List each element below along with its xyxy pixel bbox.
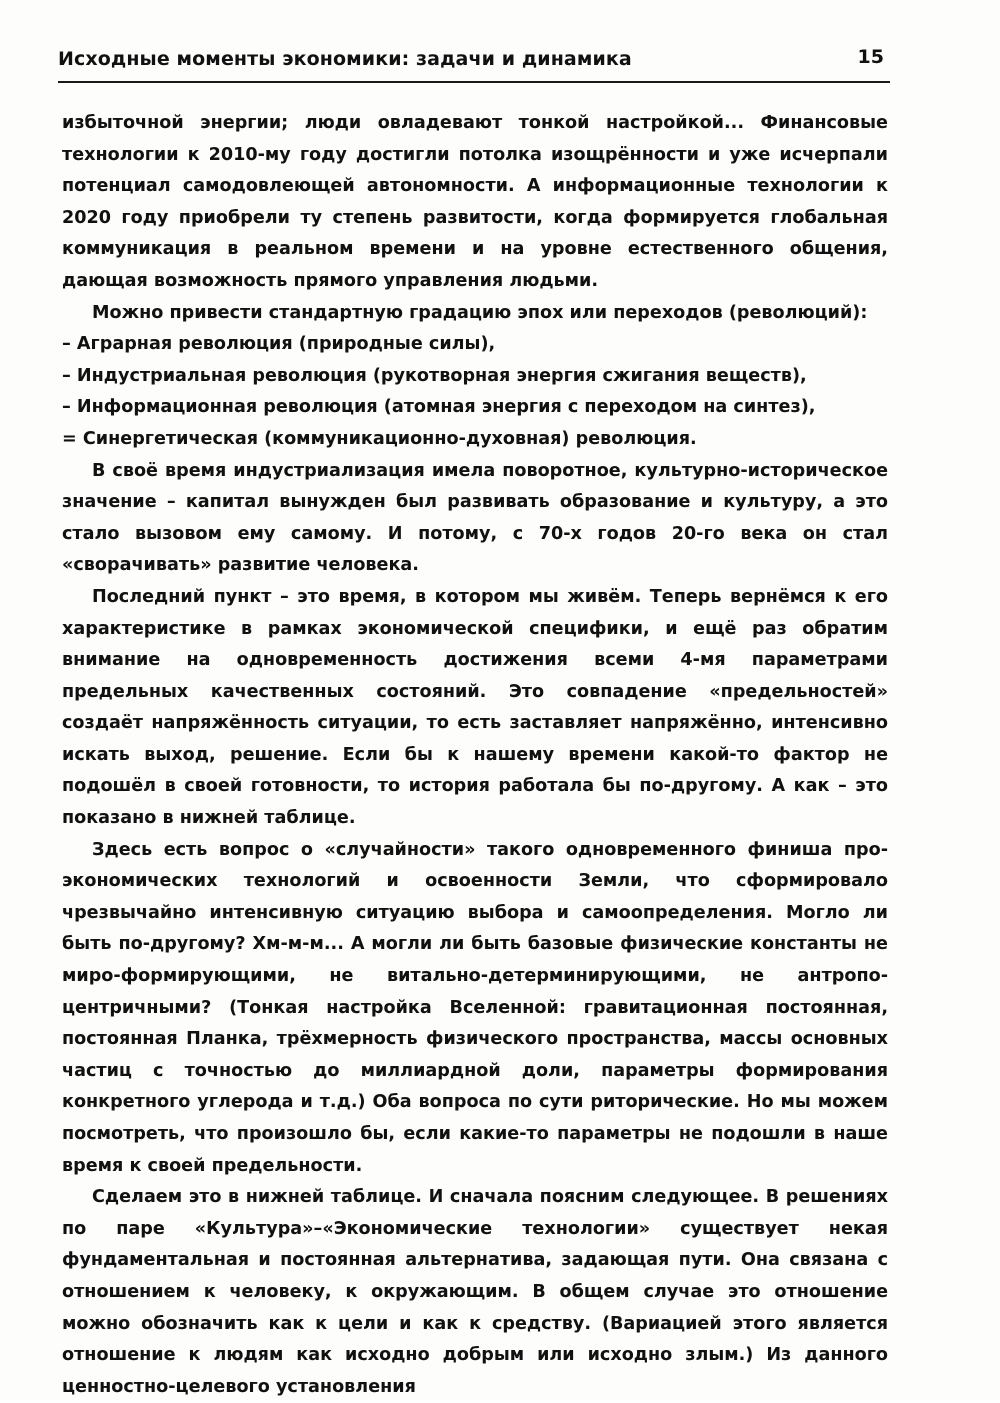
paragraph: Можно привести стандартную градацию эпох или переходов (революций):	[92, 302, 868, 323]
body-text	[62, 108, 888, 1403]
paragraph: В своё время индустриализация имела поворотное, культурно-историческое значение – капитал вынужден был развивать образование и культуру, а это стало вызовом ему самому. И потому, с 70-х годов 20-го века он стал «сворачивать» развитие человека.	[62, 460, 888, 576]
paragraph: Сделаем это в нижней таблице. И сначала поясним следующее. В решениях по паре «Культура»–«Экономические технологии» существует некая фундаментальная и постоянная альтернатива, задающая пути. Она связана с отношением к человеку, к окружающим. В общем случае это отношение можно обозначить как к цели и как к средству. (Вариацией этого является отношение к людям как исходно добрым или исходно злым.) Из данного ценностно-целевого установления	[62, 1187, 888, 1397]
paragraph: избыточной энергии; люди овладевают тонкой настройкой... Финансовые технологии к 2010-му году достигли потолка изощрённости и уже исчерпали потенциал самодовлеющей автономности. А информационные технологии к 2020 году приобрели ту степень развитости, когда формируется глобальная коммуникация в реальном времени и на уровне естественного общения, дающая возможность прямого управления людьми.	[62, 113, 888, 291]
running-title: Исходные моменты экономики: задачи и динамика	[58, 48, 632, 70]
paragraph: Здесь есть вопрос о «случайности» такого одновременного финиша про-экономических технологий и освоенности Земли, что сформировало чрезвычайно интенсивную ситуацию выбора и самоопределения. Могло ли быть по-другому? Хм-м-м... А могли ли быть базовые физические константы не миро-формирующими, не витально-детерминирующими, не антропо-центричными? (Тонкая настройка Вселенной: гравитационная постоянная, постоянная Планка, трёхмерность физического пространства, массы основных частиц с точностью до миллиардной доли, параметры формирования конкретного углерода и т.д.) Оба вопроса по сути риторические. Но мы можем посмотреть, что произошло бы, если какие-то параметры не подошли в наше время к своей предельности.	[62, 839, 888, 1176]
list-item: – Индустриальная революция (рукотворная энергия сжигания веществ),	[62, 365, 807, 386]
list-item: – Аграрная революция (природные силы),	[62, 334, 496, 355]
page-number: 15	[857, 46, 884, 68]
header-divider	[58, 81, 890, 83]
list-item: = Синергетическая (коммуникационно-духовная) революция.	[62, 428, 697, 449]
paragraph: Последний пункт – это время, в котором мы живём. Теперь вернёмся к его характеристике в рамках экономической специфики, и ещё раз обратим внимание на одновременность достижения всеми 4-мя параметрами предельных качественных состояний. Это совпадение «предельностей» создаёт напряжённость ситуации, то есть заставляет напряжённо, интенсивно искать выход, решение. Если бы к нашему времени какой-то фактор не подошёл в своей готовности, то история работала бы по-другому. А как – это показано в нижней таблице.	[62, 586, 888, 829]
list-item: – Информационная революция (атомная энергия с переходом на синтез),	[62, 397, 816, 418]
page-header	[58, 44, 890, 78]
